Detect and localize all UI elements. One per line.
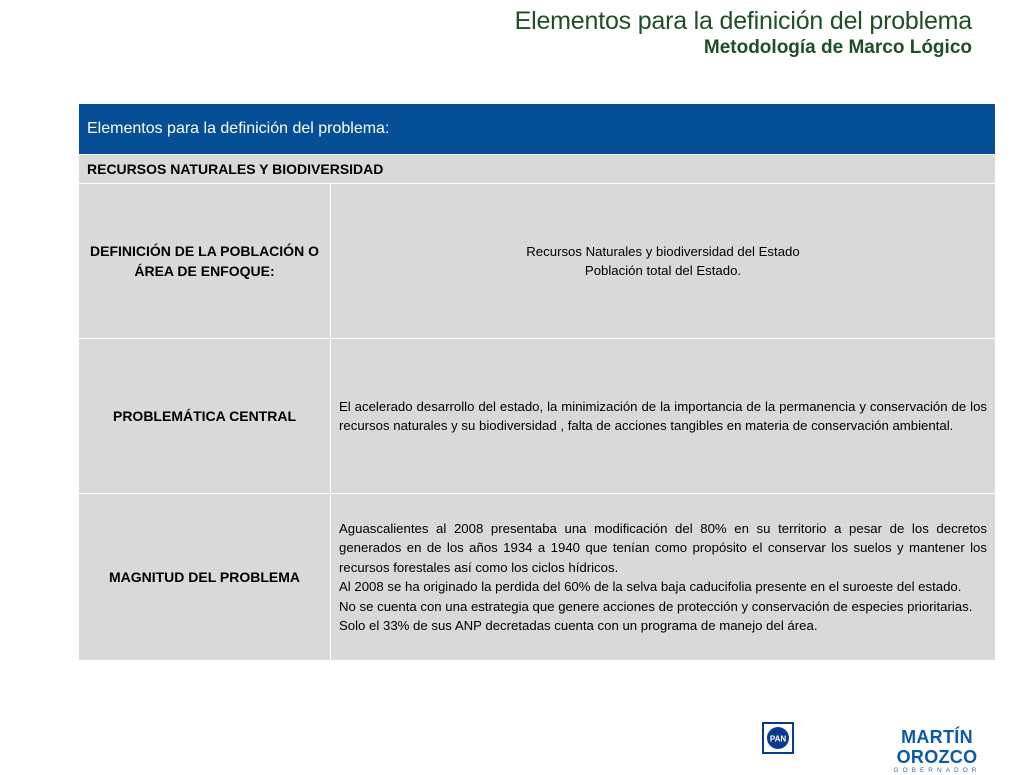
value-line: No se cuenta con una estrategia que genere acciones de protección y conservación de especies prioritarias. (339, 598, 973, 614)
value-line: Aguascalientes al 2008 presentaba una modificación del 80% en su territorio a pesar de los decretos generados en de los años 1934 a 1940 que tenían como propósito el conservar los suelos y mantener los recursos forestales así como los ciclos hídricos. (339, 520, 987, 575)
row-label-central-problem: PROBLEMÁTICA CENTRAL (79, 339, 331, 494)
table-header: Elementos para la definición del problema: (79, 104, 996, 155)
value-line: Solo el 33% de sus ANP decretadas cuenta con un programa de manejo del área. (339, 618, 818, 633)
value-line: Recursos Naturales y biodiversidad del Estado (526, 243, 800, 259)
row-label-population: DEFINICIÓN DE LA POBLACIÓN O ÁREA DE ENFOQUE: (79, 184, 331, 339)
brand-subtitle: GOBERNADOR (893, 767, 981, 774)
row-value-central-problem (331, 339, 996, 494)
value-line: Al 2008 se ha originado la perdida del 60% de la selva baja caducifolia presente en el suroeste del estado. (339, 579, 962, 594)
brand-name: MARTÍN OROZCO (896, 727, 978, 767)
table-row-central-problem (79, 339, 996, 494)
pan-party-logo (762, 722, 794, 754)
row-value-population (331, 184, 996, 339)
table-row-magnitude (79, 494, 996, 661)
problem-definition-table (78, 103, 996, 661)
row-value-magnitude (331, 494, 996, 661)
row-label-magnitude: MAGNITUD DEL PROBLEMA (79, 494, 331, 661)
slide-header (515, 6, 972, 60)
value-line: El acelerado desarrollo del estado, la minimización de la importancia de la permanencia y conservación de los recursos naturales y su biodiversidad , falta de acciones tangibles en materia de conservación ambiental. (339, 398, 987, 433)
slide-title: Elementos para la definición del problema (514, 7, 972, 35)
pan-logo-text: PAN (769, 734, 787, 744)
value-line: Población total del Estado. (584, 263, 742, 278)
slide-subtitle: Metodología de Marco Lógico (703, 37, 972, 58)
section-heading: RECURSOS NATURALES Y BIODIVERSIDAD (79, 155, 996, 184)
pan-logo-icon (764, 724, 792, 752)
table-row-population (79, 184, 996, 339)
